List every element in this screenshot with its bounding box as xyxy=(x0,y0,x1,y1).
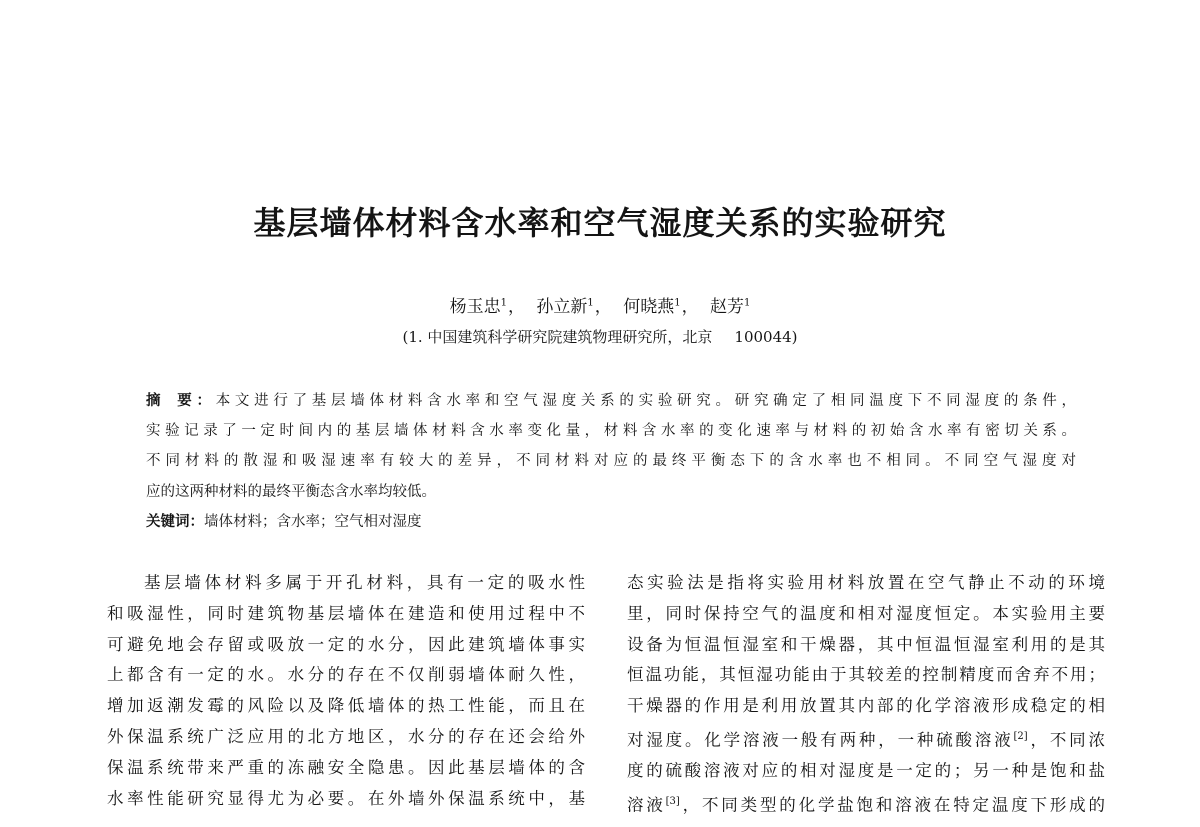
body-line: 和吸湿性，同时建筑物基层墙体在建造和使用过程中不 xyxy=(107,603,585,623)
paper-title: 基层墙体材料含水率和空气湿度关系的实验研究 xyxy=(253,204,947,242)
abstract-text: 本文进行了基层墙体材料含水率和空气湿度关系的实验研究。研究确定了相同温度下不同湿度的条件， xyxy=(215,393,1077,409)
keywords-label: 关键词： xyxy=(146,513,204,530)
keywords-text: 墙体材料；含水率；空气相对湿度 xyxy=(204,513,422,530)
abstract-line: 应的这两种材料的最终平衡态含水率均较低。 xyxy=(146,483,436,500)
body-line: 增加返潮发霉的风险以及降低墙体的热工性能，而且在 xyxy=(107,696,585,716)
author-name: 杨玉忠 xyxy=(449,297,501,317)
author-name: 何晓燕 xyxy=(623,297,675,317)
keywords-line xyxy=(146,507,1076,537)
body-line: 上都含有一定的水。水分的存在不仅削弱墙体耐久性， xyxy=(107,665,585,685)
author-separator: ， xyxy=(681,297,699,317)
author-list xyxy=(0,292,1200,317)
body-line: 水率性能研究显得尤为必要。在外墙外保温系统中，基 xyxy=(107,788,585,808)
body-line: 基层墙体材料多属于开孔材料，具有一定的吸水性 xyxy=(144,573,585,592)
body-column-left xyxy=(107,568,585,814)
body-line: 恒温功能，其恒湿功能由于其较差的控制精度而舍弃不用； xyxy=(627,665,1105,685)
abstract-label xyxy=(146,393,216,409)
body-line: 外保温系统广泛应用的北方地区，水分的存在还会给外 xyxy=(107,726,585,746)
affiliation-text: (1. 中国建筑科学研究院建筑物理研究所，北京 xyxy=(402,328,713,346)
citation-ref: [2] xyxy=(1013,730,1028,742)
body-line: 设备为恒温恒湿室和干燥器，其中恒温恒湿室利用的是其 xyxy=(627,634,1105,654)
author-name: 赵芳 xyxy=(709,297,744,317)
author-separator: ， xyxy=(508,297,526,317)
body-line: 干燥器的作用是利用放置其内部的化学溶液形成稳定的相 xyxy=(627,696,1105,716)
affiliation-mark: 1 xyxy=(587,297,594,309)
citation-ref: [3] xyxy=(665,796,680,808)
abstract-label-a: 摘 xyxy=(146,393,166,409)
body-line: 度的硫酸溶液对应的相对湿度是一定的；另一种是饱和盐 xyxy=(627,761,1105,781)
abstract-line: 不同材料的散湿和吸湿速率有较大的差异，不同材料对应的最终平衡态下的含水率也不相同。不同空气湿度对 xyxy=(146,453,1076,470)
body-line xyxy=(627,722,1105,756)
affiliation-postcode: 100044) xyxy=(734,328,798,346)
affiliation xyxy=(0,326,1200,347)
body-line: 里，同时保持空气的温度和相对湿度恒定。本实验用主要 xyxy=(627,603,1105,623)
author-separator: ， xyxy=(594,297,612,317)
abstract-label-b: 要： xyxy=(177,393,216,409)
body-text: ，不同类型的化学盐饱和溶液在特定温度下形成的 xyxy=(679,795,1106,815)
body-text: 溶液 xyxy=(627,795,666,815)
author-name: 孙立新 xyxy=(536,297,588,317)
body-line: 保温系统带来严重的冻融安全隐患。因此基层墙体的含 xyxy=(107,757,585,777)
body-line xyxy=(627,787,1105,821)
abstract-line xyxy=(146,386,1076,416)
abstract xyxy=(146,386,1076,537)
body-column-right xyxy=(627,568,1105,821)
body-line: 可避免地会存留或吸放一定的水分，因此建筑墙体事实 xyxy=(107,634,585,654)
body-text: 对湿度。化学溶液一般有两种，一种硫酸溶液 xyxy=(627,730,1014,750)
affiliation-mark: 1 xyxy=(743,297,751,309)
body-text: ，不同浓 xyxy=(1027,730,1106,750)
affiliation-mark: 1 xyxy=(674,297,681,309)
affiliation-mark: 1 xyxy=(500,297,508,309)
abstract-line: 实验记录了一定时间内的基层墙体材料含水率变化量，材料含水率的变化速率与材料的初始含水率有密切关系。 xyxy=(146,423,1076,440)
body-line: 态实验法是指将实验用材料放置在空气静止不动的环境 xyxy=(627,573,1105,592)
